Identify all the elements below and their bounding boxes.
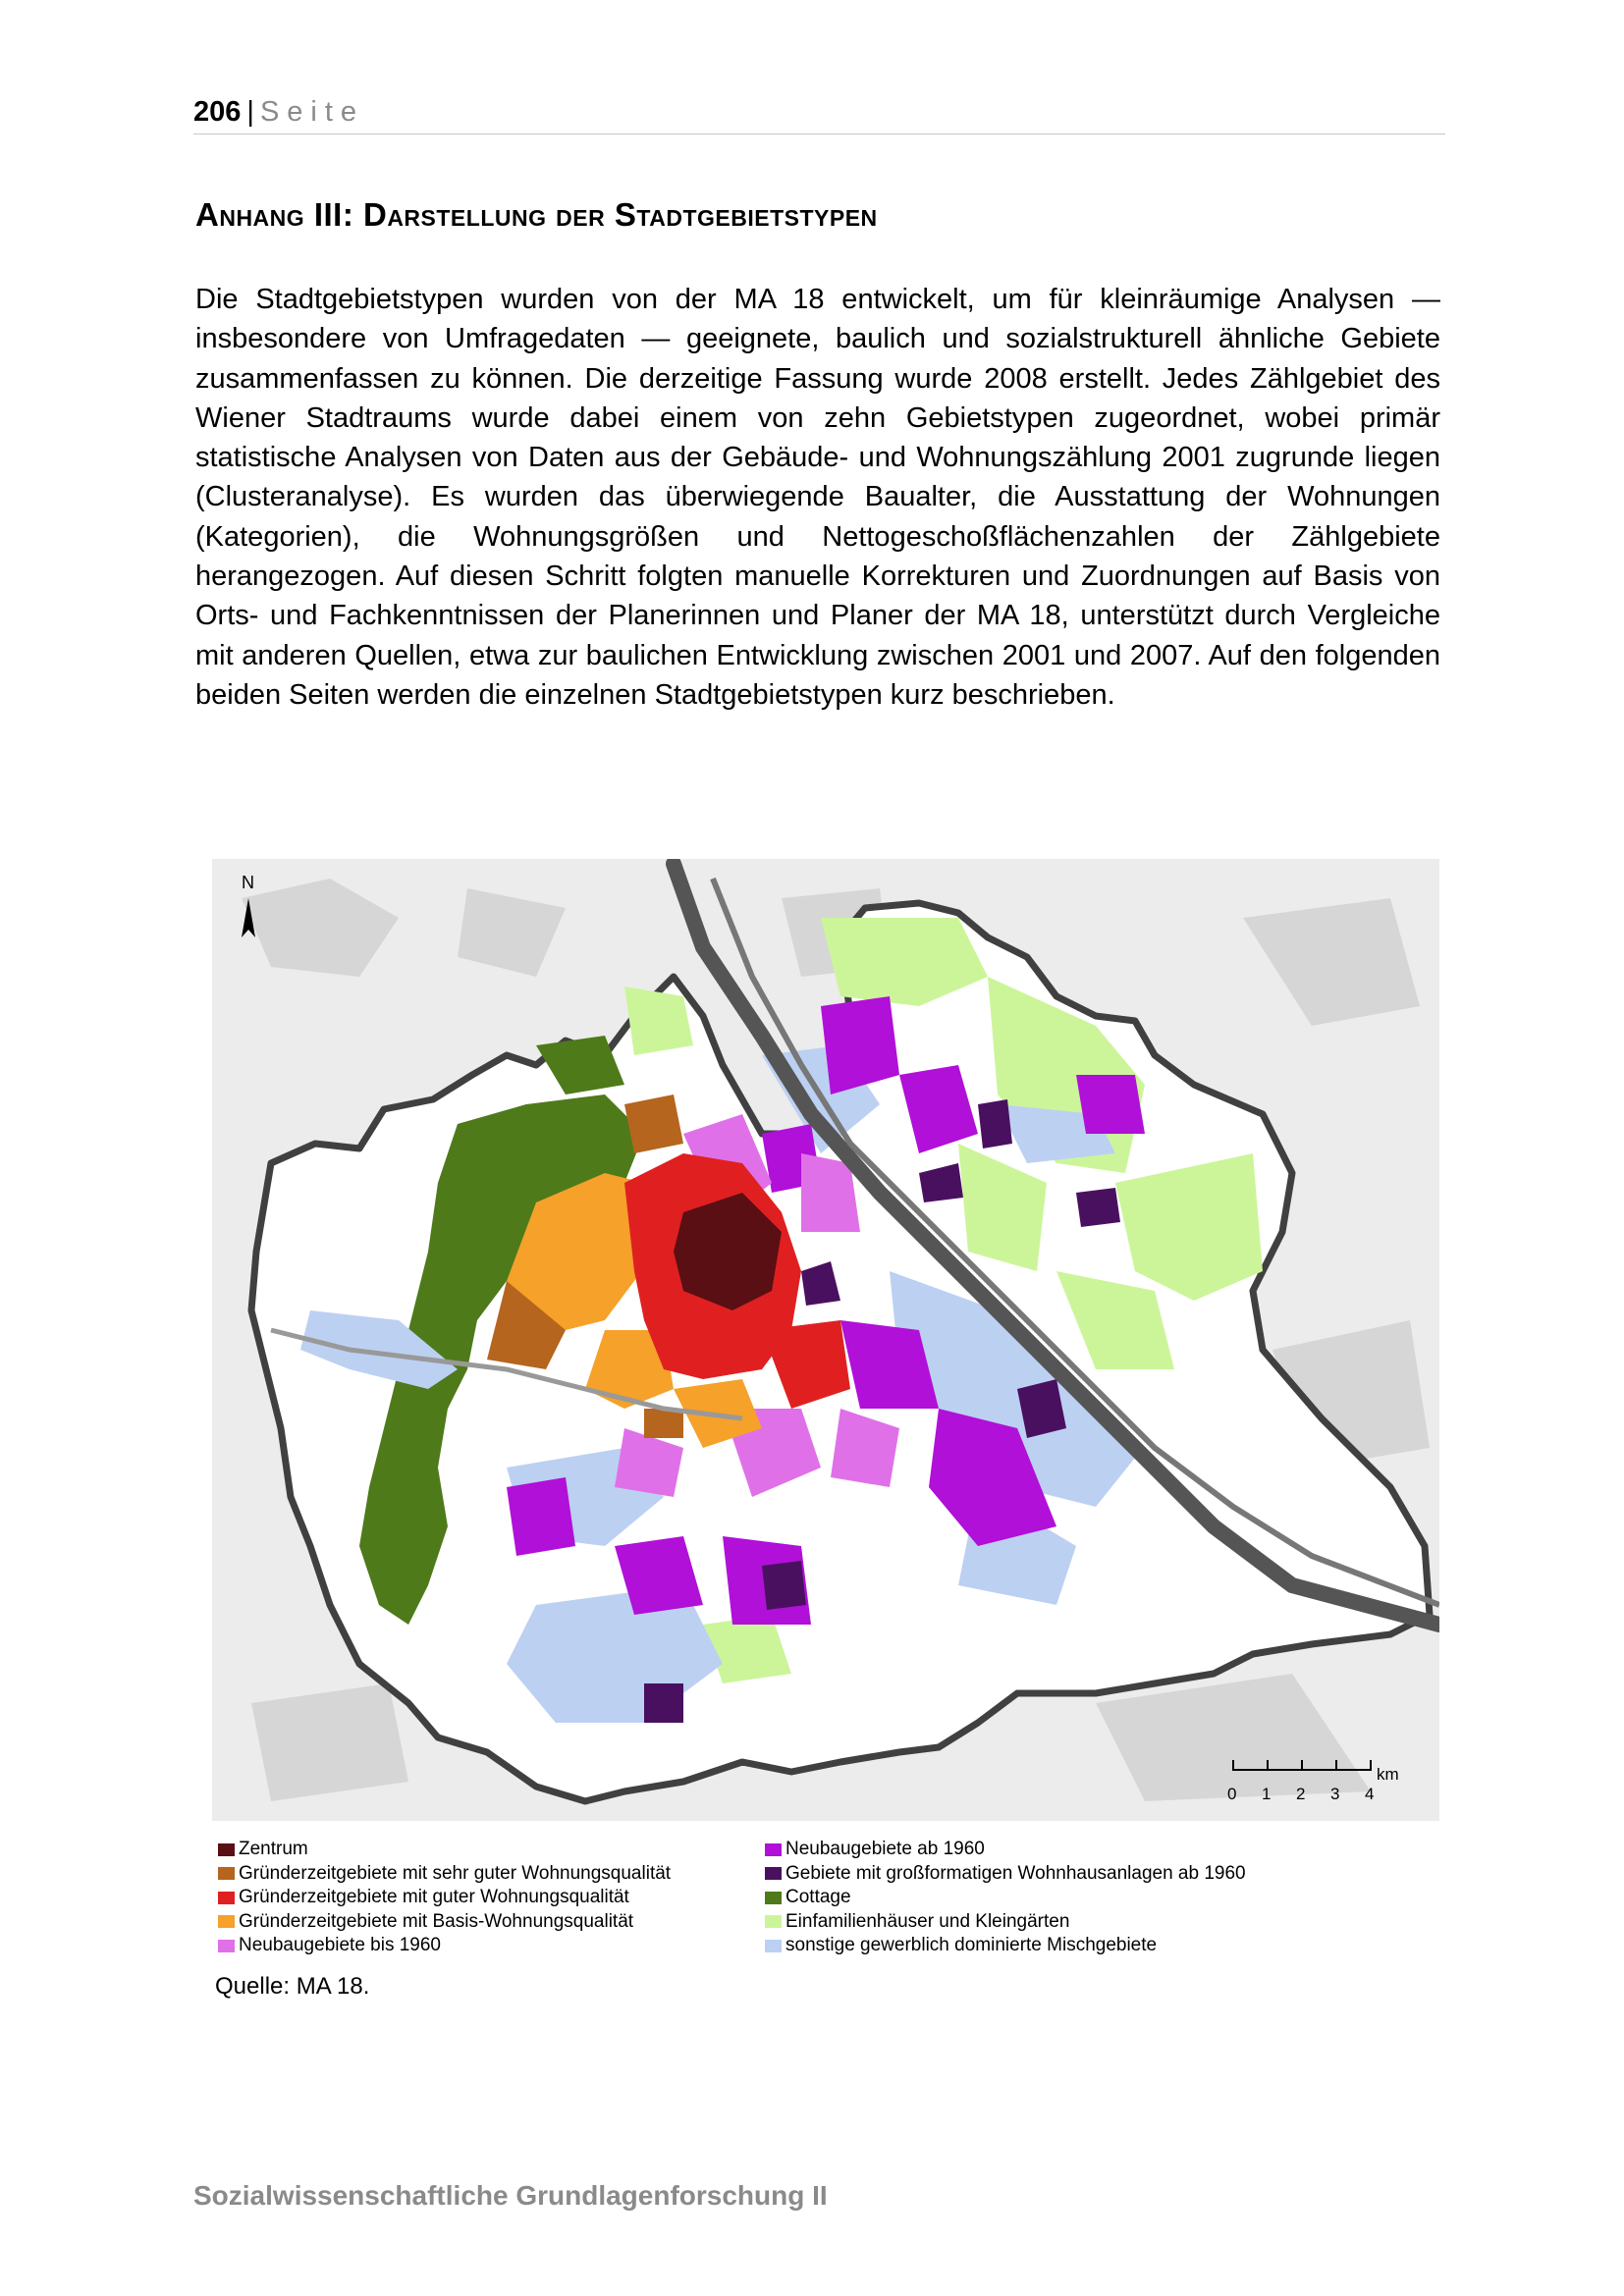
scale-label-3: 3 <box>1330 1785 1340 1803</box>
scale-label-4: 4 <box>1365 1785 1375 1803</box>
legend-swatch <box>218 1892 235 1904</box>
source-note: Quelle: MA 18. <box>215 1973 370 2000</box>
body-paragraph: Die Stadtgebietstypen wurden von der MA 18 entwickelt, um für kleinräumige Analysen — insbesondere von Umfragedaten — geeignete, baulich und sozialstrukturell ähnliche Gebiete zusammenfassen zu können. Die derzeitige Fassung wurde 2008 erstellt. Jedes Zählgebiet des Wiener Stadtraums wurde dabei einem von zehn Gebietstypen zugeordnet, wobei primär statistische Analysen von Daten aus der Gebäude- und Wohnungszählung 2001 zugrunde liegen (Clusteranalyse). Es wurden das überwiegende Baualter, die Ausstattung der Wohnungen (Kategorien), die Wohnungsgrößen und Nettogeschoßflächenzahlen der Zählgebiete herangezogen. Auf diesen Schritt folgten manuelle Korrekturen und Zuordnungen auf Basis von Orts- und Fachkenntnissen der Planerinnen und Planer der MA 18, unterstützt durch Vergleiche mit anderen Quellen, etwa zur baulichen Entwicklung zwischen 2001 und 2007. Auf den folgenden beiden Seiten werden die einzelnen Stadtgebietstypen kurz beschrieben. <box>195 284 1440 711</box>
section-heading: Anhang III: Darstellung der Stadtgebietstypen <box>195 196 878 233</box>
vienna-district-type-map <box>212 859 1439 1821</box>
scale-label-0: 0 <box>1227 1785 1237 1803</box>
legend-item: Cottage <box>765 1886 1246 1910</box>
legend-swatch <box>218 1843 235 1856</box>
legend-item: Gründerzeitgebiete mit Basis-Wohnungsqualität <box>218 1910 671 1935</box>
page-footer: Sozialwissenschaftliche Grundlagenforschung II <box>193 2180 828 2211</box>
legend-swatch <box>765 1867 782 1880</box>
legend-swatch <box>765 1940 782 1952</box>
legend-item: Gründerzeitgebiete mit sehr guter Wohnungsqualität <box>218 1862 671 1887</box>
legend-item: Zentrum <box>218 1838 671 1862</box>
scale-label-1: 1 <box>1262 1785 1272 1803</box>
header-rule <box>193 133 1445 134</box>
scale-unit: km <box>1377 1765 1399 1784</box>
legend-swatch <box>765 1892 782 1904</box>
page-number: 206 <box>193 96 242 128</box>
legend-column-left <box>218 1838 671 1958</box>
page-word: Seite <box>259 96 365 128</box>
legend-swatch <box>218 1940 235 1952</box>
scale-label-2: 2 <box>1296 1785 1306 1803</box>
legend-swatch <box>218 1915 235 1928</box>
legend-column-right <box>765 1838 1246 1958</box>
legend-swatch <box>765 1843 782 1856</box>
legend-item: Gründerzeitgebiete mit guter Wohnungsqualität <box>218 1886 671 1910</box>
legend-swatch <box>765 1915 782 1928</box>
legend-item: Neubaugebiete ab 1960 <box>765 1838 1246 1862</box>
north-label: N <box>242 873 254 892</box>
legend-item: Einfamilienhäuser und Kleingärten <box>765 1910 1246 1935</box>
header-separator: | <box>246 96 254 128</box>
page-header <box>193 96 364 129</box>
legend-item: sonstige gewerblich dominierte Mischgebiete <box>765 1934 1246 1958</box>
legend-item: Gebiete mit großformatigen Wohnhausanlagen ab 1960 <box>765 1862 1246 1887</box>
legend-item: Neubaugebiete bis 1960 <box>218 1934 671 1958</box>
legend-swatch <box>218 1867 235 1880</box>
